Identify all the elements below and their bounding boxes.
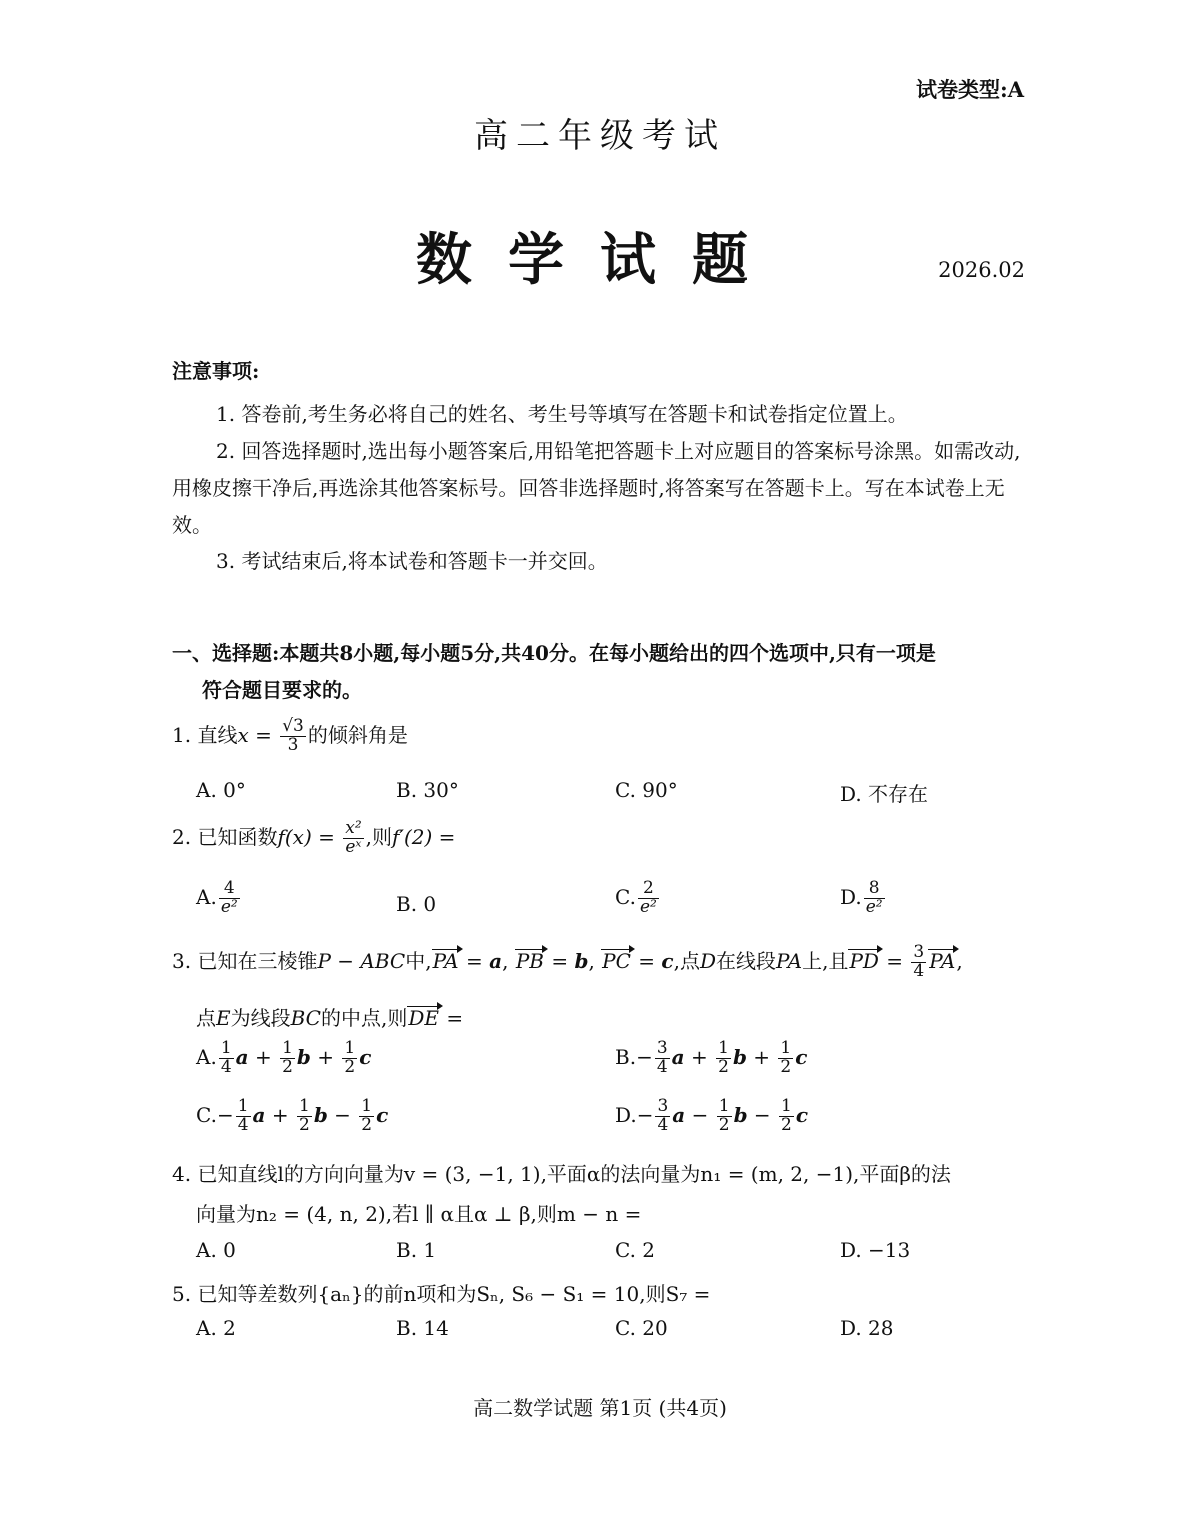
q3-d-op2: −	[747, 1102, 778, 1127]
q3-d-label: D.	[615, 1102, 637, 1127]
q3-c-op1: +	[265, 1102, 295, 1127]
q3-text-7: 为线段	[230, 1006, 291, 1030]
q3-point-e: E	[216, 1006, 231, 1030]
q3-a-f2	[280, 1040, 295, 1077]
q1-pre: 1. 直线	[172, 722, 238, 747]
q3-vec-pb: PB	[515, 948, 544, 973]
q3-a-f3-num: 1	[344, 1038, 356, 1058]
q2-d-label: D.	[840, 884, 862, 909]
q3-c-vc: c	[376, 1102, 389, 1127]
q1-post: 的倾斜角是	[307, 722, 408, 747]
q3-d-f2-num: 1	[718, 1096, 730, 1116]
q2-fraction	[343, 820, 363, 857]
q3-seg-pa: PA	[776, 948, 803, 973]
q3-b-op2: +	[746, 1044, 777, 1069]
q3-b-op1: +	[684, 1044, 715, 1069]
q3-option-a	[196, 1040, 371, 1077]
q2-d-num: 8	[864, 880, 885, 899]
q2-frac-num: x²	[345, 818, 362, 838]
q2-c-num: 2	[638, 880, 659, 899]
q2-tail: =	[432, 824, 456, 849]
q3-d-f3-den: 2	[781, 1114, 792, 1135]
q1-fraction	[280, 718, 306, 755]
q3-vec-pd: PD	[849, 948, 879, 973]
q3-d-vb: b	[733, 1102, 748, 1127]
q3-c-f1-num: 1	[237, 1096, 249, 1116]
q3-seg-bc: BC	[290, 1006, 321, 1030]
q3-a-f1	[219, 1040, 234, 1077]
q2-frac-den: eˣ	[345, 836, 362, 857]
q3-a-f1-den: 4	[220, 1056, 232, 1077]
q3-d-f3-num: 1	[781, 1096, 792, 1116]
grade-title: 高二年级考试	[474, 116, 726, 156]
q3-c-f3-num: 1	[361, 1096, 373, 1116]
note-item-2: 2. 回答选择题时,选出每小题答案后,用铅笔把答题卡上对应题目的答案标号涂黑。如需改动,用橡皮擦干净后,再选涂其他答案标号。回答非选择题时,将答案写在答题卡上。写在本试卷上无效。	[172, 439, 1021, 537]
q1-option-a: A. 0°	[196, 778, 246, 802]
q3-a-f2-num: 1	[282, 1038, 293, 1058]
q3-vec-pc: PC	[602, 948, 631, 973]
q3-c-f1-den: 4	[237, 1114, 249, 1135]
q1-frac-den: 3	[287, 734, 299, 755]
q3-a-op1: +	[248, 1044, 279, 1069]
notes-heading: 注意事项:	[172, 359, 260, 383]
q3-b-neg: −	[636, 1044, 653, 1069]
q2-d-den: e²	[865, 896, 883, 917]
q2-fx: f(x)	[277, 824, 312, 849]
q2-option-c	[615, 880, 661, 917]
question-4-stem-line2: 向量为n₂ = (4, n, 2),若l ∥ α且α ⊥ β,则m − n =	[196, 1202, 642, 1226]
q3-text-9: =	[439, 1006, 464, 1030]
q2-pre: 2. 已知函数	[172, 824, 278, 849]
q3-b-f2-num: 1	[718, 1038, 729, 1058]
q3-b-vc: c	[795, 1044, 808, 1069]
q3-c-f2-num: 1	[299, 1096, 310, 1116]
q1-option-c: C. 90°	[615, 778, 678, 802]
q3-d-f1-den: 4	[657, 1114, 669, 1135]
q2-c-den: e²	[639, 896, 657, 917]
q2-a-den: e²	[220, 896, 238, 917]
q2-eq: =	[311, 824, 342, 849]
q3-option-b	[615, 1040, 807, 1077]
q2-a-label: A.	[196, 884, 217, 909]
q2-a-fraction	[219, 880, 240, 917]
q3-d-vc: c	[795, 1102, 809, 1127]
q3-a-va: a	[235, 1044, 249, 1069]
q2-d-fraction	[864, 880, 885, 917]
q3-text-8: 的中点,则	[320, 1006, 408, 1030]
q3-a-vc: c	[359, 1044, 372, 1069]
q3-d-f2-den: 2	[718, 1114, 730, 1135]
q3-a: a	[489, 948, 503, 973]
q3-text-6: 点	[196, 1006, 216, 1030]
q3-b-vb: b	[732, 1044, 747, 1069]
q3-b-f2	[716, 1040, 731, 1077]
question-2-stem	[172, 820, 455, 857]
q3-b-f1-num: 3	[656, 1038, 668, 1058]
q3-b-f3-den: 2	[780, 1056, 792, 1077]
q3-d-op1: −	[685, 1102, 715, 1127]
q3-b-f1	[655, 1040, 670, 1077]
q3-text-4: 在线段	[716, 948, 776, 973]
q2-option-d	[840, 880, 887, 917]
q3-b-f1-den: 4	[656, 1056, 668, 1077]
q3-text-3: ,点	[673, 948, 700, 973]
q5-option-a: A. 2	[196, 1316, 236, 1340]
section-heading	[172, 635, 1032, 709]
note-item-3: 3. 考试结束后,将本试卷和答题卡一并交回。	[216, 549, 608, 573]
q2-option-a	[196, 880, 242, 917]
q3-c-op2: −	[327, 1102, 358, 1127]
q3-vec-pa: PA	[432, 948, 459, 973]
q3-b-va: a	[671, 1044, 685, 1069]
q3-vec-de: DE	[408, 1006, 439, 1030]
q1-option-d: D. 不存在	[840, 782, 929, 806]
q3-pabc: P − ABC	[317, 948, 406, 973]
q3-a-label: A.	[196, 1044, 217, 1069]
q3-d-f1	[655, 1098, 670, 1135]
q2-c-fraction	[638, 880, 659, 917]
q3-text-2: 中,	[405, 948, 432, 973]
q5-option-b: B. 14	[396, 1316, 449, 1340]
q3-text-5: 上,且	[802, 948, 849, 973]
q1-eq: =	[248, 722, 279, 747]
q3-c-f2	[297, 1098, 312, 1135]
question-3-stem-line2	[196, 1002, 463, 1031]
q3-a-op2: +	[310, 1044, 341, 1069]
q3-point-d: D	[699, 948, 716, 973]
q3-b-label: B.	[615, 1044, 637, 1069]
question-1-stem	[172, 718, 408, 755]
q1-var-x: x	[237, 722, 249, 747]
section-heading-line2: 符合题目要求的。	[202, 678, 362, 702]
q3-d-f2	[717, 1098, 732, 1135]
q3-c: c	[661, 948, 674, 973]
q2-post: ,则	[365, 824, 392, 849]
q4-option-a: A. 0	[196, 1238, 236, 1262]
q2-a-num: 4	[219, 880, 240, 899]
q3-c-va: a	[252, 1102, 266, 1127]
q2-c-label: C.	[615, 884, 636, 909]
q5-option-d: D. 28	[840, 1316, 894, 1340]
q3-frac	[911, 944, 926, 981]
q1-option-b: B. 30°	[396, 778, 459, 802]
q3-c-neg: −	[216, 1102, 234, 1127]
q3-c-f3-den: 2	[361, 1114, 373, 1135]
section-heading-line1: 一、选择题:本题共8小题,每小题5分,共40分。在每小题给出的四个选项中,只有一项是	[172, 641, 936, 665]
q3-d-f3	[779, 1098, 794, 1135]
q3-d-va: a	[672, 1102, 686, 1127]
q3-frac-num: 3	[913, 942, 925, 962]
q3-a-f3	[342, 1040, 357, 1077]
q3-text-1: 3. 已知在三棱锥	[172, 948, 318, 973]
q3-d-f1-num: 3	[657, 1096, 669, 1116]
question-3-stem-line1: 3. 已知在三棱锥P − ABC中,PA = a, PB = b, PC = c,点D在线段PA上,且PD = $\frac{3}{4}$ PA,	[172, 942, 963, 981]
q3-a-f2-den: 2	[282, 1056, 293, 1077]
exam-date: 2026.02	[938, 258, 1025, 282]
q3-b-f3	[778, 1040, 793, 1077]
q3-c-f1	[236, 1098, 251, 1135]
q3-frac-den: 4	[913, 960, 925, 981]
q3-d-neg: −	[636, 1102, 654, 1127]
question-4-stem-line1: 4. 已知直线l的方向向量为v = (3, −1, 1),平面α的法向量为n₁ = (m, 2, −1),平面β的法	[172, 1162, 951, 1186]
q3-option-d	[615, 1098, 808, 1135]
q3-b-f2-den: 2	[718, 1056, 729, 1077]
q5-option-c: C. 20	[615, 1316, 668, 1340]
subject-title: 数学试题	[416, 227, 784, 293]
question-5-stem: 5. 已知等差数列{aₙ}的前n项和为Sₙ, S₆ − S₁ = 10,则S₇ =	[172, 1282, 711, 1306]
q3-c-vb: b	[313, 1102, 328, 1127]
q4-option-d: D. −13	[840, 1238, 911, 1262]
q3-option-c	[196, 1098, 388, 1135]
q3-b: b	[574, 948, 589, 973]
q2-option-b: B. 0	[396, 892, 437, 916]
q3-a-f3-den: 2	[344, 1056, 356, 1077]
page-footer: 高二数学试题 第1页 (共4页)	[473, 1396, 727, 1420]
q3-c-label: C.	[196, 1102, 217, 1127]
q4-option-c: C. 2	[615, 1238, 656, 1262]
q1-frac-num: √3	[282, 716, 304, 736]
note-item-1: 1. 答卷前,考生务必将自己的姓名、考生号等填写在答题卡和试卷指定位置上。	[216, 402, 908, 426]
q3-c-f2-den: 2	[299, 1114, 310, 1135]
q2-fprime: f′(2)	[392, 824, 433, 849]
exam-type-label: 试卷类型:A	[915, 77, 1024, 102]
q3-a-vb: b	[296, 1044, 311, 1069]
q3-vec-pa-2: PA	[929, 948, 956, 973]
q4-option-b: B. 1	[396, 1238, 437, 1262]
q3-b-f3-num: 1	[780, 1038, 792, 1058]
q3-a-f1-num: 1	[220, 1038, 232, 1058]
q3-c-f3	[359, 1098, 374, 1135]
